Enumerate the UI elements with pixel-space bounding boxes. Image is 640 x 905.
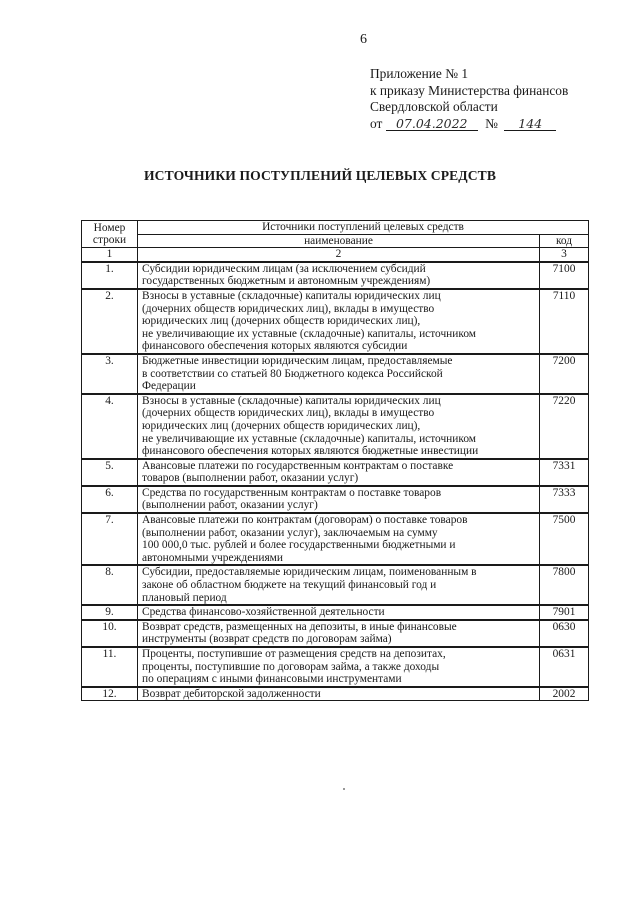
row-number-cell: 4.: [82, 394, 138, 459]
row-number-cell: 10.: [82, 620, 138, 647]
appendix-block: [370, 66, 630, 132]
table-row: [82, 486, 589, 513]
source-name-line: государственных бюджетным и автономным учреждениям): [142, 275, 431, 288]
source-code-cell: 7200: [540, 354, 589, 394]
header-row-number: Номер строки: [82, 221, 138, 248]
source-name-line: финансового обеспечения которых являются субсидии: [142, 340, 408, 353]
header-col-index-2: 2: [138, 248, 540, 262]
appendix-line-1: Приложение № 1: [370, 66, 469, 81]
source-name-line: (выполнении работ, оказании услуг), заключаемым на сумму: [142, 526, 438, 539]
source-name-line: Возврат дебиторской задолженности: [142, 687, 321, 700]
source-code-cell: 0631: [540, 647, 589, 687]
source-code-cell: 7333: [540, 486, 589, 513]
source-name-line: 100 000,0 тыс. рублей и более государственными бюджетными и: [142, 539, 456, 552]
source-code-cell: 7100: [540, 262, 589, 289]
source-name-line: по операциям с иными финансовыми инструментами: [142, 673, 402, 686]
source-name-line: автономными учреждениями: [142, 551, 283, 564]
source-code-cell: 7500: [540, 513, 589, 565]
source-name-cell: [138, 289, 540, 354]
row-number-cell: 9.: [82, 605, 138, 620]
source-name-line: Возврат средств, размещенных на депозиты, в иные финансовые: [142, 620, 457, 633]
source-name-cell: [138, 565, 540, 605]
row-number-cell: 12.: [82, 687, 138, 701]
row-number-cell: 2.: [82, 289, 138, 354]
date-prefix: от: [370, 115, 383, 131]
table-row: [82, 289, 589, 354]
row-number-cell: 5.: [82, 459, 138, 486]
sources-table: [81, 220, 589, 701]
source-code-cell: 2002: [540, 687, 589, 701]
order-date-number-line: [370, 116, 630, 133]
source-name-line: (дочерних обществ юридических лиц), вклады в имущество: [142, 407, 435, 420]
appendix-line-2: к приказу Министерства финансов: [370, 82, 569, 98]
table-row: [82, 354, 589, 394]
row-number-cell: 8.: [82, 565, 138, 605]
source-name-cell: [138, 513, 540, 565]
source-name-line: Средства финансово-хозяйственной деятельности: [142, 606, 385, 619]
source-code-cell: 7331: [540, 459, 589, 486]
header-group: Источники поступлений целевых средств: [138, 221, 589, 235]
source-name-line: не увеличивающие их уставные (складочные) капиталы, источником: [142, 327, 477, 340]
source-name-line: Бюджетные инвестиции юридическим лицам, предоставляемые: [142, 354, 453, 367]
appendix-line-3: Свердловской области: [370, 99, 498, 114]
order-date-handwritten: 07.04.2022: [386, 117, 478, 131]
scan-speck: [343, 788, 345, 790]
table-row: [82, 394, 589, 459]
source-name-line: (дочерних обществ юридических лиц), вклады в имущество: [142, 302, 435, 315]
source-name-line: Субсидии юридическим лицам (за исключением субсидий: [142, 262, 426, 275]
header-name: наименование: [138, 234, 540, 248]
source-name-line: финансового обеспечения которых являются бюджетные инвестиции: [142, 445, 479, 458]
table-row: [82, 647, 589, 687]
header-code: код: [540, 234, 589, 248]
source-name-line: юридических лиц (дочерних обществ юридических лиц),: [142, 315, 421, 328]
source-name-line: не увеличивающие их уставные (складочные) капиталы, источником: [142, 432, 477, 445]
source-name-line: Средства по государственным контрактам о поставке товаров: [142, 486, 442, 499]
table-row: [82, 620, 589, 647]
source-name-line: законе об областном бюджете на текущий финансовый год и: [142, 579, 437, 592]
source-name-cell: [138, 486, 540, 513]
source-code-cell: 7110: [540, 289, 589, 354]
row-number-cell: 3.: [82, 354, 138, 394]
source-code-cell: 7800: [540, 565, 589, 605]
row-number-cell: 11.: [82, 647, 138, 687]
source-name-cell: [138, 394, 540, 459]
source-name-line: Авансовые платежи по государственным контрактам о поставке: [142, 459, 454, 472]
source-name-line: проценты, поступившие по договорам займа, а также доходы: [142, 660, 440, 673]
page-number: 6: [360, 32, 367, 47]
source-name-cell: [138, 620, 540, 647]
source-name-line: юридических лиц (дочерних обществ юридических лиц),: [142, 419, 421, 432]
source-name-line: Взносы в уставные (складочные) капиталы юридических лиц: [142, 394, 441, 407]
source-name-cell: [138, 687, 540, 701]
source-name-cell: [138, 262, 540, 289]
source-name-cell: [138, 605, 540, 620]
source-name-cell: [138, 459, 540, 486]
table-row: [82, 262, 589, 289]
row-number-cell: 1.: [82, 262, 138, 289]
table-row: [82, 513, 589, 565]
header-col-index-1: 1: [82, 248, 138, 262]
source-name-line: инструменты (возврат средств по договорам займа): [142, 633, 392, 646]
number-label: №: [485, 115, 498, 131]
source-name-line: плановый период: [142, 591, 227, 604]
order-number-handwritten: 144: [504, 117, 556, 131]
source-name-line: товаров (выполнении работ, оказании услуг): [142, 472, 359, 485]
table-row: [82, 459, 589, 486]
source-code-cell: 0630: [540, 620, 589, 647]
source-code-cell: 7901: [540, 605, 589, 620]
source-code-cell: 7220: [540, 394, 589, 459]
source-name-line: Авансовые платежи по контрактам (договорам) о поставке товаров: [142, 514, 468, 527]
source-name-cell: [138, 354, 540, 394]
row-number-cell: 6.: [82, 486, 138, 513]
source-name-line: Взносы в уставные (складочные) капиталы юридических лиц: [142, 289, 441, 302]
table-body: [82, 262, 589, 701]
document-title: ИСТОЧНИКИ ПОСТУПЛЕНИЙ ЦЕЛЕВЫХ СРЕДСТВ: [143, 168, 496, 183]
source-name-line: Федерации: [142, 380, 196, 393]
header-col-index-3: 3: [540, 248, 589, 262]
source-name-cell: [138, 647, 540, 687]
source-name-line: (выполнении работ, оказании услуг): [142, 499, 318, 512]
table-row: [82, 605, 589, 620]
row-number-cell: 7.: [82, 513, 138, 565]
source-name-line: Субсидии, предоставляемые юридическим лицам, поименованным в: [142, 566, 477, 579]
source-name-line: Проценты, поступившие от размещения средств на депозитах,: [142, 648, 446, 660]
table-row: [82, 687, 589, 701]
source-name-line: в соответствии со статьей 80 Бюджетного кодекса Российской: [142, 367, 443, 380]
table-header: [82, 221, 589, 262]
table-row: [82, 565, 589, 605]
